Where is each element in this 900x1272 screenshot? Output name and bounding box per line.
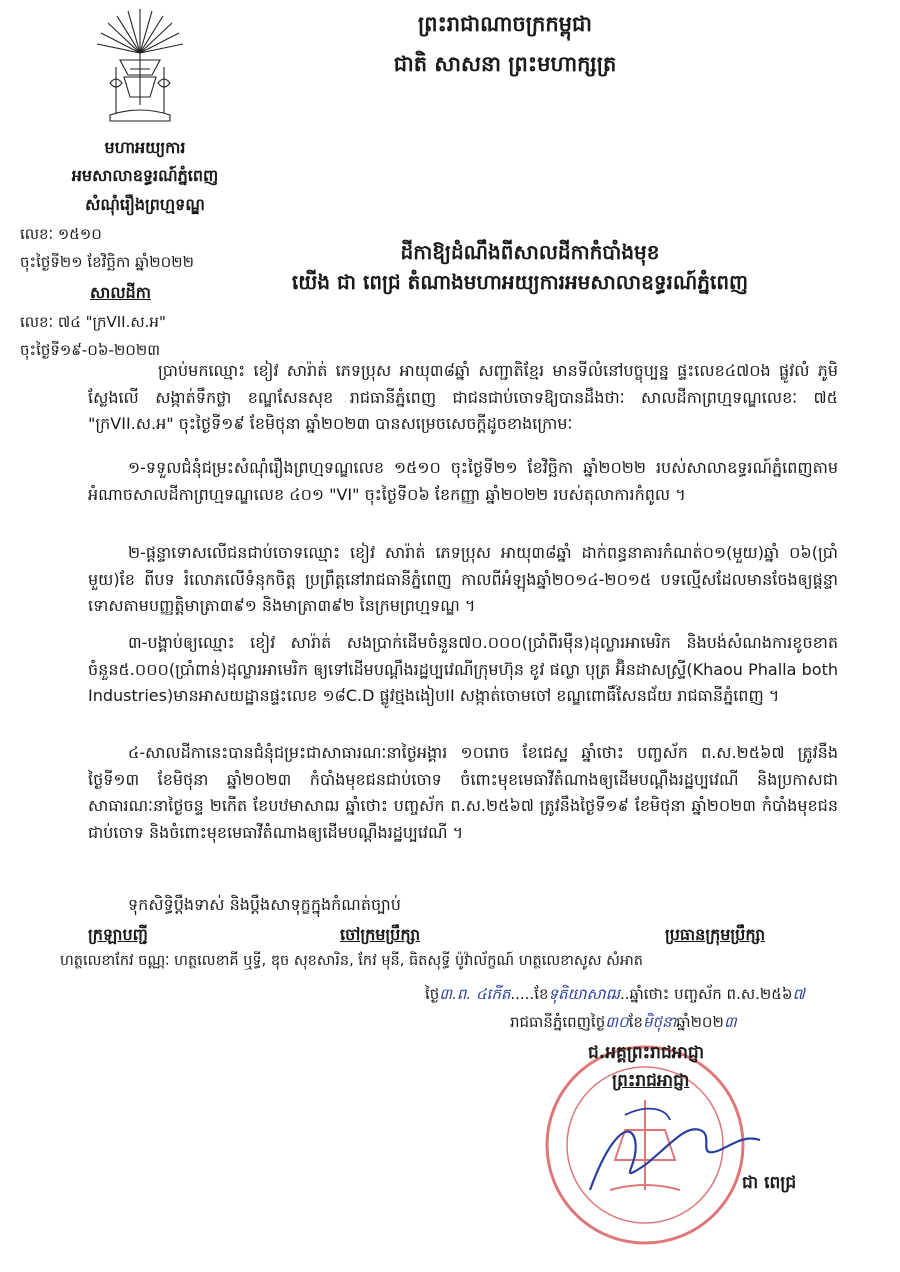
royal-emblem-icon <box>80 5 200 125</box>
intro-paragraph: ប្រាប់មកឈ្មោះ ខៀវ សារ៉ាត់ ភេទប្រុស អាយុ៣៨ឆ្នាំ សញ្ជាតិខ្មែរ មានទីលំនៅបច្ចុប្បន្ន ផ្ទះលេខ៤៧០ង ផ្លូវលំ ភូមិស្លែងលើ សង្កាត់ទឹកថ្លា ខណ្ឌសែនសុខ រាជធានីភ្នំពេញ ជាជនជាប់ចោទឱ្យបានដឹងថាៈ សាលដីកាព្រហ្មទណ្ឌលេខៈ ៧៥ "ក្រVII.ស.អ" ចុះថ្ងៃទី១៩ ខែមិថុនា ឆ្នាំ២០២៣ បានសម្រេចសេចក្ដីដូចខាងក្រោមៈ <box>88 361 838 433</box>
president-title: ប្រធានក្រុមប្រឹក្សា <box>665 925 766 944</box>
verdict-no: លេខៈ ៧៤ "ក្រVII.ស.អ" <box>20 313 166 331</box>
case-ref-date: ចុះថ្ងៃទី២១ ខែវិច្ឆិកា ឆ្នាំ២០២២ <box>20 253 194 271</box>
ruling-item-4: ៤-សាលដីកានេះបានជំនុំជម្រះជាសាធារណៈនាថ្ងៃអង្គារ ១០រោច ខែជេស្ឋ ឆ្នាំថោះ បញ្ចស័ក ព.ស.២៥៦៧ ត្រូវនឹងថ្ងៃទី១៣ ខែមិថុនា ឆ្នាំ២០២៣ កំបាំងមុខជនជាប់ចោទ ចំពោះមុខមេធាវីតំណាងឲ្យដើមបណ្តឹងរដ្ឋប្បវេណី និងប្រកាសជាសាធារណៈនាថ្ងៃចន្ទ ២កើត ខែបឋមាសាឍ ឆ្នាំថោះ បញ្ចស័ក ព.ស.២៥៦៧ ត្រូវនឹងថ្ងៃទី១៩ ខែមិថុនា ឆ្នាំ២០២៣ កំបាំងមុខជនជាប់ចោទ និងចំពោះមុខមេធាវីតំណាងឲ្យដើមបណ្តឹងរដ្ឋប្បវេណី ។ <box>88 743 838 842</box>
verdict-date: ចុះថ្ងៃទី១៩-០៦-២០២៣ <box>20 341 161 359</box>
date-day: ៣០ <box>605 1013 629 1031</box>
signer-name: ជា ពេជ្រ <box>742 1173 797 1193</box>
ruling-item-2: ២-ផ្តន្ទាទោសលើជនជាប់ចោទឈ្មោះ ខៀវ សារ៉ាត់ ភេទប្រុស អាយុ៣៨ឆ្នាំ ដាក់ពន្ធនាគារកំណត់០១(មួយ)ឆ្នាំ ០៦(ប្រាំមួយ)ខែ ពីបទ រំលោភលើទំនុកចិត្ត ប្រព្រឹត្តនៅរាជធានីភ្នំពេញ កាលពីអំឡុងឆ្នាំ២០១៤-២០១៥ បទល្មើសដែលមានចែងឲ្យផ្តន្ទាទោសតាមបញ្ញត្តិមាត្រា៣៩១ និងមាត្រា៣៩២ នៃក្រមព្រហ្មទណ្ឌ ។ <box>88 543 838 615</box>
lunar-date-prefix: ថ្ងៃ <box>425 985 440 1003</box>
verdict-label: សាលដីកា <box>90 283 151 302</box>
appeal-rights-note: ទុកសិទ្ធិប្តឹងទាស់ និងប្តឹងសាទុក្ខក្នុងកំណត់ច្បាប់ <box>128 895 401 914</box>
date-year: ឆ្នាំ២០២ <box>676 1013 724 1031</box>
signed-names-line: ហត្ថលេខាកែវ ចណ្ណៈ ហត្ថលេខាគី ឬទ្ធី, ឌុច សុខសារិន, កែវ មុនី, ធិតសុទ្ធី ប៉ូវ៉ាល័ក្ខណ៍ ហត្ថលេខាសូស សំអាត <box>60 953 643 969</box>
clerk-title: ក្រឡាបញ្ជី <box>88 925 148 944</box>
ruling-item-1: ១-ទទួលជំនុំជម្រះសំណុំរឿងព្រហ្មទណ្ឌលេខ ១៥១០ ចុះថ្ងៃទី២១ ខែវិច្ឆិកា ឆ្នាំ២០២២ របស់សាលាឧទ្ធរណ៍ភ្នំពេញតាមអំណាចសាលដីកាព្រហ្មទណ្ឌលេខ ៤០១ "VI" ចុះថ្ងៃទី០៦ ខែកញ្ញា ឆ្នាំ២០២២ របស់តុលាការកំពូល ។ <box>88 458 838 504</box>
notice-issuer: យើង ជា ពេជ្រ តំណាងមហាអយ្យការអមសាលាឧទ្ធរណ៍ភ្នំពេញ <box>291 270 749 294</box>
lunar-month: ទុតិយាសាឍ <box>548 985 620 1003</box>
lunar-year: ឆ្នាំថោះ បញ្ចស័ក ព.ស.២៥៦ <box>629 985 793 1003</box>
lunar-day: ៣.ព. ៤កើត <box>439 985 511 1003</box>
city-date-prefix: រាជធានីភ្នំពេញថ្ងៃ <box>510 1013 606 1031</box>
judge-title: ចៅក្រមប្រឹក្សា <box>340 925 421 944</box>
court-name-line2: អមសាលាឧទ្ធរណ៍ភ្នំពេញ <box>71 166 219 185</box>
case-ref-no: លេខៈ ១៥១០ <box>20 225 102 243</box>
signer-title-1: ជ.អគ្គព្រះរាជអាជ្ញា <box>588 1043 705 1063</box>
case-type: សំណុំរឿងព្រហ្មទណ្ឌ <box>85 195 205 214</box>
lunar-date-line: ថ្ងៃ៣.ព. ៤កើត.....ខែទុតិយាសាឍ..ឆ្នាំថោះ បញ្ចស័ក ព.ស.២៥៦៧ <box>425 985 805 1003</box>
city-date-line <box>510 1013 737 1035</box>
notice-title: ដីកាឱ្យដំណឹងពីសាលដីកាកំបាំងមុខ <box>400 240 660 264</box>
date-month-prefix: ខែ <box>628 1013 643 1031</box>
court-name-line1: មហាអយ្យការ <box>104 138 186 157</box>
lunar-year-digit: ៧ <box>792 985 805 1003</box>
date-year-digit: ៣ <box>723 1013 737 1031</box>
lunar-month-prefix: ខែ <box>534 985 549 1003</box>
ruling-item-3: ៣-បង្គាប់ឲ្យឈ្មោះ ខៀវ សារ៉ាត់ សងប្រាក់ដើមចំនួន៧០.០០០(ប្រាំពីរម៉ឺន)ដុល្លារអាមេរិក និងបង់សំណងការខូចខាតចំនួន៥.០០០(ប្រាំពាន់)ដុល្លារអាមេរិក ឲ្យទៅដើមបណ្តឹងរដ្ឋប្បវេណីក្រុមហ៊ុន ខូវ ផល្លា បុត្រ អ៊ិនដាសស្ទ្រី(Khaou Phalla both Industries)មានអាសយដ្ឋានផ្ទះលេខ ១៨C.D ផ្លូវថ្មងងៀបII សង្កាត់ចោមចៅ ខណ្ឌពោធិ៍សែនជ័យ រាជធានីភ្នំពេញ ។ <box>88 633 838 705</box>
kingdom-title: ព្រះរាជាណាចក្រកម្ពុជា <box>417 12 592 36</box>
national-motto: ជាតិ សាសនា ព្រះមហាក្សត្រ <box>393 52 617 76</box>
date-month: មិថុនា <box>642 1013 677 1031</box>
signer-title-2: ព្រះរាជអាជ្ញា <box>612 1071 690 1091</box>
